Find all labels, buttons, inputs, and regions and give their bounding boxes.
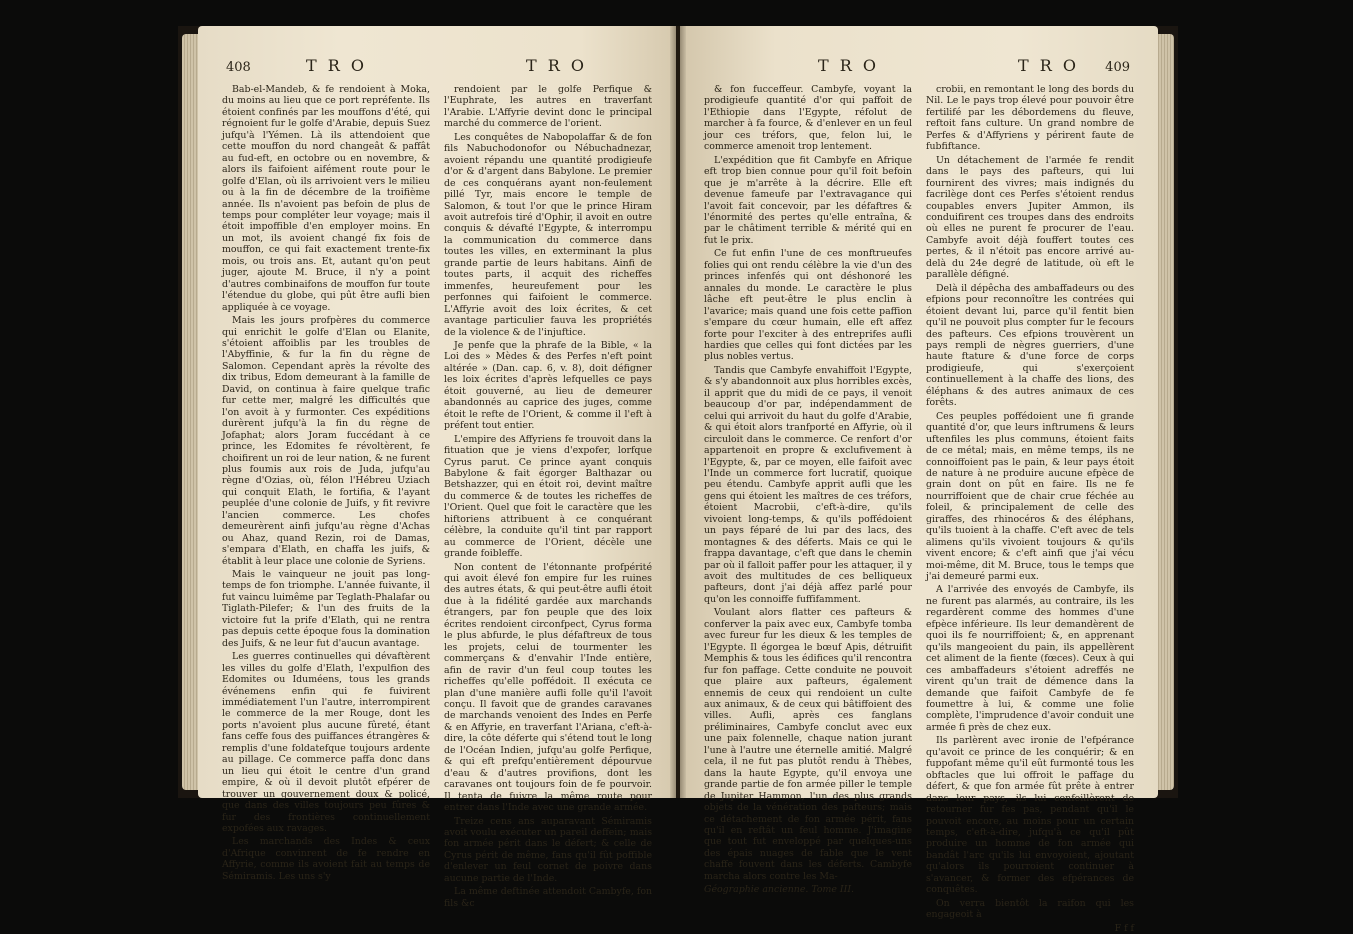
paragraph: Les guerres continuelles qui dévaftèrent les villes du golfe d'Elath, l'expulfion des Edomites ou Iduméens, tous les grands événemens enfin qui fe fuivirent immédiatement l'un l'autre, interrompirent le commerce de la mer Rouge, dont les ports n'avoient plus aucune fûreté, étant fans ceffe fous des puiffances étrangères & remplis d'une foldatefque toujours ardente au pillage. Ce commerce paffa donc dans un lieu qui étoit le centre d'un grand empire, & où il devoit plutôt efpérer de trouver un gouvernement doux & policé, que dans des villes toujours peu fûres & fur des frontières continuellement expofées aux ravages. [222,651,430,834]
right-page [680,26,1158,934]
left-page [198,26,676,909]
running-head [226,56,648,80]
page-number: 409 [1105,60,1130,75]
paragraph: Treize cens ans auparavant Sémiramis avoit voulu exécuter un pareil deffein; mais fon armée périt dans le défert; & celle de Cyrus périt de même, fans qu'il fût poffible d'enlever un feul cornet de poivre dans aucune partie de l'Inde. [444,815,652,884]
paragraph: L'expédition que fit Cambyfe en Afrique eft trop bien connue pour qu'il foit befoin que je m'arrête à la décrire. Elle eft devenue fameufe par l'extravagance qui l'avoit fait concevoir, par les défaftres & l'énormité des pertes qu'elle entraîna, & par le châtiment terrible & mérité qui en fut le prix. [704,154,912,246]
paragraph: Voulant alors flatter ces pafteurs & conferver la paix avec eux, Cambyfe tomba avec fureur fur les dieux & les temples de l'Egypte. Il égorgea le bœuf Apis, détruifit Memphis & tous les édifices qu'il rencontra fur fon paffage. Cette conduite ne pouvoit que plaire aux pafteurs, également ennemis de ceux qui rendoient un culte aux animaux, & de ceux qui bâtiffoient des villes. Aufli, après ces fanglans préliminaires, Cambyfe conclut avec eux une paix folennelle, chaque nation jurant l'une à l'autre une éternelle amitié. Malgré cela, il ne fut pas plutôt rendu à Thèbes, dans la haute Egypte, qu'il envoya une grande partie de fon armée piller le temple de Jupiter Hammon, l'un des plus grands objets de la vénération des pafteurs; mais ce détachement de fon armée périt, fans qu'il en reftât un feul homme. J'imagine que tout fut enveloppé par quelques-uns des épais nuages de fable que le vent chaffe fouvent dans les déferts. Cambyfe marcha alors contre les Ma- [704,607,912,882]
footer-title: Géographie ancienne. Tome III. [704,884,855,896]
column [704,84,912,896]
paragraph: crobii, en remontant le long des bords du Nil. Le le pays trop élevé pour pouvoir être fertilifé par les débordemens du fleuve, reftoit fans culture. Un grand nombre de Perfes & d'Affyriens y périrent faute de fubfiftance. [926,84,1134,153]
header-word: T R O [306,56,368,75]
paragraph: Ils parlèrent avec ironie de l'efpérance qu'avoit ce prince de les conquérir; & en fuppofant même qu'il eût furmonté tous les obftacles que lui offroit le paffage du défert, & que fon armée fût prête à entrer dans leur pays, ils lui confeillèrent de retourner fur fes pas, pendant qu'il le pouvoit encore, au moins pour un certain temps, c'eft-à-dire, jufqu'à ce qu'il pût produire un homme de fon armée qui bandât l'arc qu'ils lui envoyoient, ajoutant qu'alors ils pourroient continuer à s'avancer, & former des efpérances de conquêtes. [926,735,1134,896]
book-gutter [670,26,686,798]
open-book [178,26,1178,934]
text-columns [704,84,1134,934]
signature-mark: F f f [1114,922,1134,934]
paragraph: Mais le vainqueur ne jouit pas long-temps de fon triomphe. L'année fuivante, il fut vaincu luimême par Teglath-Phalafar ou Tiglath-Pilefer; & l'un des fruits de la victoire fut la prife d'Elath, qui ne rentra pas depuis cette époque fous la domination des Juifs, & ne leur fut d'aucun avantage. [222,569,430,649]
paragraph: Je penfe que la phrafe de la Bible, « la Loi des » Mèdes & des Perfes n'eft point altérée » (Dan. cap. 6, v. 8), doit défigner les loix écrites d'après lefquelles ce pays étoit gouverné, au lieu de demeurer abandonnés au caprice des juges, comme étoit le refte de l'Orient, & comme il l'eft à préfent tout entier. [444,339,652,432]
page-number: 408 [226,60,251,75]
column [222,84,431,882]
paragraph: L'empire des Affyriens fe trouvoit dans la fituation que je viens d'expofer, lorfque Cyrus parut. Ce prince ayant conquis Babylone & fait égorger Balthazar ou Betshazzer, qui en étoit roi, devint maître du commerce & de toutes les richeffes de l'Orient. Quel que foit le caractère que les hiftoriens attribuent à ce conquérant célèbre, la conduite qu'il tint par rapport au commerce de l'Orient, décèle une grande foibleffe. [444,433,652,560]
paragraph: Un détachement de l'armée fe rendit dans le pays des pafteurs, qui lui fournirent des vivres; mais indignés du facrilège dont ces Perfes s'étoient rendus coupables envers Jupiter Ammon, ils conduifirent ces troupes dans des endroits où elles ne purent fe procurer de l'eau. Cambyfe avoit déjà fouffert toutes ces pertes, & il n'étoit pas encore arrivé au-delà du 24e degré de latitude, où eft le parallèle défigné. [926,154,1134,281]
paragraph: A l'arrivée des envoyés de Cambyfe, ils ne furent pas alarmés, au contraire, ils les regardèrent comme des hommes d'une efpèce inférieure. Ils leur demandèrent de quoi ils fe nourriffoient; &, en apprenant qu'ils mangeoient du pain, ils appellèrent cet aliment de la fiente (fœces). Ceux à qui ces ambaffadeurs s'étoient adreffés ne virent qu'un trait de démence dans la demande que faifoit Cambyfe de fe foumettre à lui, & comme une folie complète, l'imprudence d'avoir conduit une armée fi près de chez eux. [926,584,1134,733]
column [926,84,1134,934]
paragraph: Non content de l'étonnante profpérité qui avoit élevé fon empire fur les ruines des autres états, & qui peut-être aufli étoit due à la fidélité gardée aux marchands étrangers, par fon peuple que des loix écrites rendoient circonfpect, Cyrus forma le plus abfurde, le plus défaftreux de tous les projets, celui de tourmenter les commerçans & d'envahir l'Inde entière, afin de ravir d'un feul coup toutes les richeffes qu'elle poffédoit. Il exécuta ce plan d'une manière aufli folle qu'il l'avoit conçu. Il favoit que de grandes caravanes de marchands venoient des Indes en Perfe & en Affyrie, en traverfant l'Ariana, c'eft-à-dire, la côte déferte qui s'étend tout le long de l'Océan Indien, jufqu'au golfe Perfique, & qui eft prefqu'entièrement dépourvue d'eau & d'autres provifions, dont les caravanes ont toujours foin de fe pourvoir. Il tenta de fuivre la même route pour entrer dans l'Inde avec une grande armée. [444,561,652,814]
column [444,84,652,909]
header-word: T R O [526,56,588,75]
paragraph: Bab-el-Mandeb, & fe rendoient à Moka, du moins au lieu que ce port repréfente. Ils étoient confinés par les mouffons d'été, qui régnoient fur le golfe d'Arabie, depuis Suez jufqu'à l'Yémen. Là ils attendoient que cette mouffon du nord changeât & paffât au fud-eft, en octobre ou en novembre, & alors ils faifoient aifément route pour le golfe d'Elan, où ils arrivoient vers le milieu ou à la fin de décembre de la troifième année. Ils n'avoient pas befoin de plus de temps pour compléter leur voyage; mais il étoit impoffible d'en employer moins. En un mot, ils avoient changé fix fois de mouffon, ce qui fait exactement trente-fix mois, ou trois ans. Et, autant qu'on peut juger, ajoute M. Bruce, il n'y a point d'autres combinaifons de mouffon fur toute l'étendue du globe, qui pût être aufli bien appliquée à ce voyage. [222,84,430,313]
paragraph: Mais les jours profpères du commerce qui enrichit le golfe d'Elan ou Elanite, s'étoient affoiblis par les troubles de l'Abyffinie, & fur la fin du règne de Salomon. Cependant après la révolte des dix tribus, Edom demeurant à la famille de David, on continua à faire quelque trafic fur cette mer, malgré les difficultés que l'on avoit à y furmonter. Ces expéditions durèrent jufqu'à la fin du règne de Jofaphat; alors Joram fuccédant à ce prince, les Edomites fe révoltèrent, fe choifirent un roi de leur nation, & ne furent plus foumis aux rois de Juda, jufqu'au règne d'Ozias, où, félon l'Hébreu Uziach qui conquit Elath, le fortifia, & l'ayant peuplée d'une colonie de Juifs, y fit revivre l'ancien commerce. Les chofes demeurèrent ainfi jufqu'au règne d'Achas ou Ahaz, quand Rezin, roi de Damas, s'empara d'Elath, en chaffa les juifs, & établit à leur place une colonie de Syriens. [222,315,431,567]
page-edges-right [1156,34,1174,790]
paragraph: & fon fucceffeur. Cambyfe, voyant la prodigieufe quantité d'or qui paffoit de l'Ethiopie dans l'Egypte, réfolut de marcher à fa fource, & d'enlever en un feul jour ces tréfors, que, felon lui, le commerce amenoit trop lentement. [704,84,912,153]
paragraph: Les conquêtes de Nabopolaffar & de fon fils Nabuchodonofor ou Nébuchadnezar, avoient répandu une quantité prodigieufe d'or & d'argent dans Babylone. Le premier de ces conquérans ayant non-feulement pillé Tyr, mais encore le temple de Salomon, & tout l'or que le prince Hiram avoit autrefois tiré d'Ophir, il avoit en outre conquis & dévafté l'Egypte, & interrompu la communication du commerce dans toutes les villes, en exterminant la plus grande partie de leurs habitans. Ainfi de toutes parts, il acquit des richeffes immenfes, heureufement pour les perfonnes qui faifoient le commerce. L'Affyrie avoit des loix écrites, & cet avantage particulier fauva les propriétés de la violence & de l'injuftice. [444,131,652,338]
running-head [708,56,1130,80]
paragraph: Ces peuples poffédoient une fi grande quantité d'or, que leurs inftrumens & leurs uftenfiles les plus communs, étoient faits de ce métal; mais, en même temps, ils ne connoiffoient pas le pain, & leur pays étoit de nature à ne produire aucune efpèce de grain dont on pût en faire. Ils ne fe nourriffoient que de chair crue féchée au foleil, & principalement de celle des giraffes, des rhinocéros & des éléphans, qu'ils tuoient à la chaffe. C'eft avec de tels alimens qu'ils vivoient toujours & qu'ils vivent encore; & c'eft ainfi que j'ai vécu moi-même, dit M. Bruce, tous le temps que j'ai demeuré parmi eux. [926,410,1134,583]
paragraph: Delà il dépêcha des ambaffadeurs ou des efpions pour reconnoître les contrées qui étoient devant lui, parce qu'il fentit bien qu'il ne pouvoit plus compter fur le fecours des pafteurs. Ces efpions trouvèrent un pays rempli de nègres guerriers, d'une haute ftature & d'une force de corps prodigieufe, qui s'exerçoient continuellement à la chaffe des lions, des éléphans & des autres animaux de ces forêts. [926,282,1134,409]
paragraph: rendoient par le golfe Perfique & l'Euphrate, les autres en traverfant l'Arabie. L'Affyrie devint donc le principal marché du commerce de l'orient. [444,84,652,130]
paragraph: La même deftinée attendoit Cambyfe, fon fils &c [444,886,652,909]
header-word: T R O [1018,56,1080,75]
paragraph: Tandis que Cambyfe envahiffoit l'Egypte, & s'y abandonnoit aux plus horribles excès, il apprit que du midi de ce pays, il venoit beaucoup d'or par, indépendamment de celui qui arrivoit du haut du golfe d'Arabie, & qui étoit alors tranfporté en Affyrie, où il circuloit dans le commerce. Ce renfort d'or appartenoit en propre & exclufivement à l'Egypte, &, par ce moyen, elle faifoit avec l'Inde un commerce fort lucratif, quoique peu étendu. Cambyfe apprit aufli que les gens qui étoient les maîtres de ces tréfors, étoient Macrobii, c'eft-à-dire, qu'ils vivoient long-temps, & qu'ils poffédoient un pays féparé de lui par des lacs, des montagnes & des déferts. Mais ce qui le frappa davantage, c'eft que dans le chemin par où il falloit paffer pour les attaquer, il y avoit des multitudes de ces belliqueux pafteurs, dont j'ai déjà affez parlé pour qu'on les connoiffe fuffifamment. [704,364,912,605]
header-word: T R O [818,56,880,75]
paragraph: Ce fut enfin l'une de ces monftrueufes folies qui ont rendu célèbre la vie d'un des princes infenfés qui ont déshonoré les annales du monde. Le caractère le plus lâche eft peut-être le plus enclin à l'avarice; mais quand une fois cette paffion s'empare du cœur humain, elle eft affez forte pour l'exciter à des entreprifes aufli hardies que celles qui font dictées par les plus nobles vertus. [704,248,912,363]
text-columns [222,84,652,909]
paragraph: On verra bientôt la raifon qui les engageoit à [926,897,1134,921]
paragraph: Les marchands des Indes & ceux d'Afrique convinrent de fe rendre en Affyrie, comme ils avoient fait au temps de Sémiramis. Les uns s'y [222,836,430,882]
